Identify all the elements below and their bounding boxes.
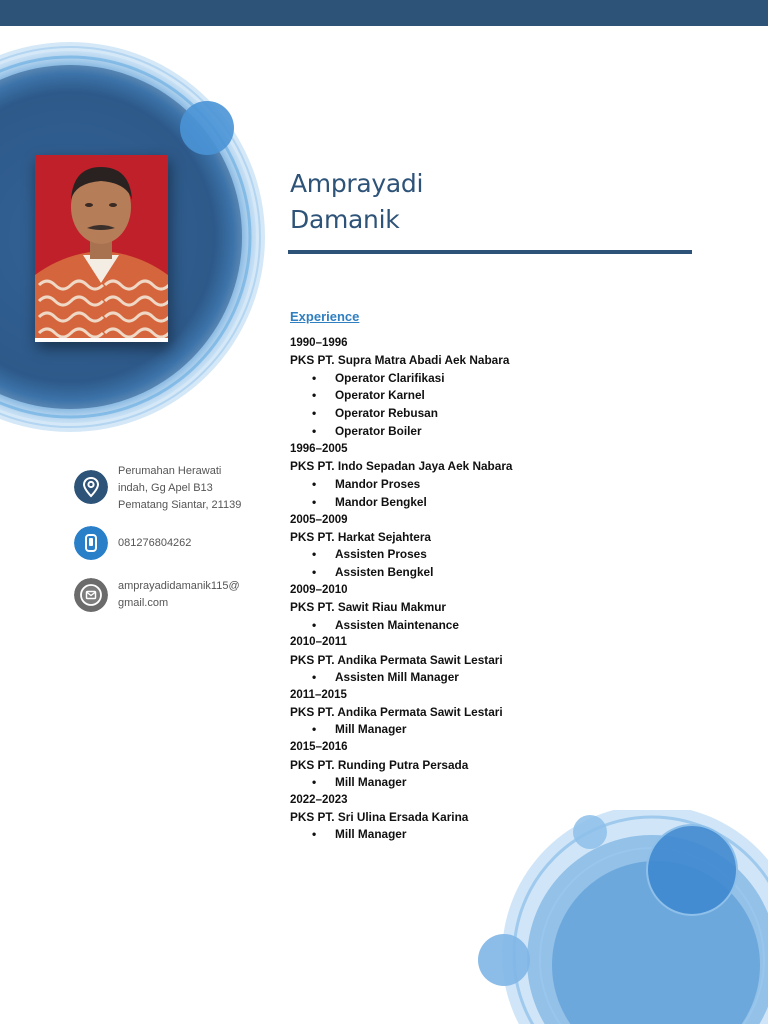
job-company: PKS PT. Harkat Sejahtera — [290, 529, 431, 544]
job-years: 2011–2015 — [290, 688, 347, 701]
job-role: • Operator Clarifikasi — [290, 370, 590, 388]
job-roles-list — [290, 721, 590, 739]
job-company: PKS PT. Runding Putra Persada — [290, 757, 469, 772]
job-role: • Mill Manager — [290, 721, 590, 739]
job-role: • Assisten Mill Manager — [290, 669, 590, 687]
job-role: • Operator Boiler — [290, 423, 590, 441]
contact-email — [74, 578, 274, 612]
experience-heading: Experience — [290, 309, 360, 324]
address-line: Pematang Siantar, 21139 — [118, 499, 242, 511]
last-name: Damanik — [290, 205, 400, 234]
job-company: PKS PT. Andika Permata Sawit Lestari — [290, 705, 503, 720]
job-years: 1996–2005 — [290, 443, 348, 456]
job-role: • Operator Rebusan — [290, 405, 590, 423]
job-roles-list — [290, 617, 590, 635]
job-role: • Assisten Maintenance — [290, 617, 590, 635]
job-years: 2022–2023 — [290, 793, 348, 806]
email-line: gmail.com — [118, 597, 169, 609]
phone-number: 081276804262 — [118, 537, 192, 549]
location-pin-icon — [74, 470, 108, 504]
address-line: Perumahan Herawati — [118, 465, 222, 477]
job-company: PKS PT. Supra Matra Abadi Aek Nabara — [290, 353, 510, 368]
name-divider — [288, 250, 692, 254]
contact-phone — [74, 526, 274, 560]
job-roles-list — [290, 546, 590, 582]
job-roles-list — [290, 774, 590, 792]
job-role: • Mandor Proses — [290, 476, 590, 494]
top-banner — [0, 0, 768, 26]
job-years: 1990–1996 — [290, 337, 348, 349]
job-years: 2010–2011 — [290, 636, 347, 649]
name-heading — [290, 166, 423, 238]
job-company: PKS PT. Sri Ulina Ersada Karina — [290, 810, 469, 825]
portrait-image — [35, 155, 168, 338]
job-years: 2005–2009 — [290, 513, 348, 526]
job-company: PKS PT. Indo Sepadan Jaya Aek Nabara — [290, 459, 513, 474]
job-years: 2009–2010 — [290, 583, 348, 596]
job-roles-list — [290, 370, 590, 442]
job-role: • Assisten Bengkel — [290, 564, 590, 582]
job-roles-list — [290, 669, 590, 687]
job-roles-list — [290, 476, 590, 512]
job-role: • Mandor Bengkel — [290, 494, 590, 512]
contact-address — [74, 465, 274, 521]
job-company: PKS PT. Andika Permata Sawit Lestari — [290, 652, 503, 667]
first-name: Amprayadi — [290, 169, 424, 198]
job-company: PKS PT. Sawit Riau Makmur — [290, 600, 447, 615]
job-years: 2015–2016 — [290, 741, 348, 754]
job-role: • Mill Manager — [290, 774, 590, 792]
job-role: • Mill Manager — [290, 826, 590, 844]
profile-photo — [35, 155, 168, 342]
phone-icon — [74, 526, 108, 560]
job-role: • Operator Karnel — [290, 387, 590, 405]
decorative-circles-bottom-right — [470, 810, 768, 1024]
address-line: indah, Gg Apel B13 — [118, 482, 213, 494]
email-icon — [74, 578, 108, 612]
job-role: • Assisten Proses — [290, 546, 590, 564]
email-line: amprayadidamanik115@ — [118, 580, 240, 592]
experience-list — [290, 335, 590, 844]
